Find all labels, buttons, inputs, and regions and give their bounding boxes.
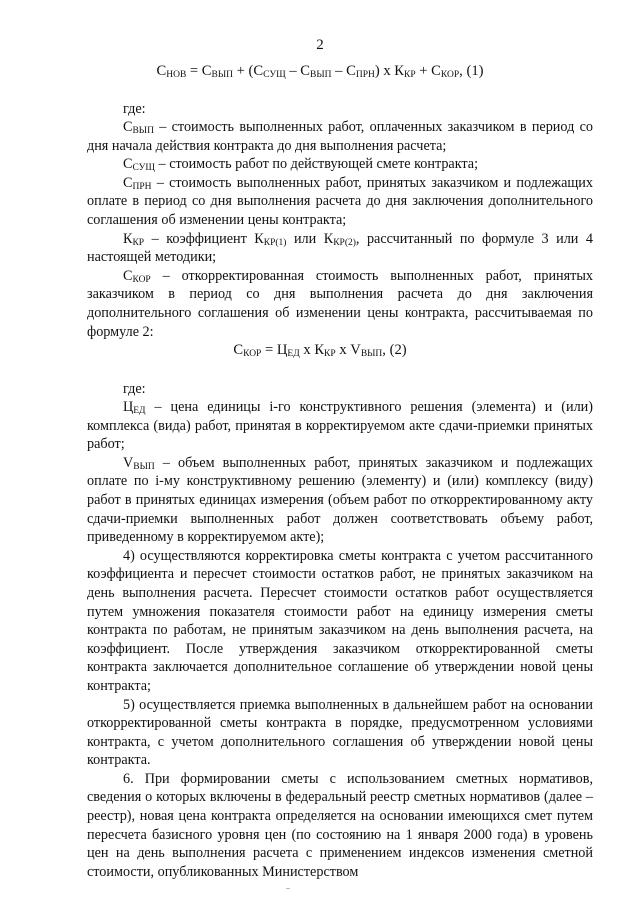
definition-ts-ed: $Ц_{ЕД}$ – цена единицы i-го конструктивного решения (элемента) и (или) комплекса (вида) работ, принятая в корректируемом акте сдачи-приемки принятых работ;: [87, 399, 593, 453]
formula-2: $С_{КОР} = Ц_{ЕД}$ х $К_{КР}$ х $V_{ВЫП}$, (2): [233, 342, 407, 359]
where-label-1: где:: [123, 101, 146, 117]
definition-c-kor: $С_{КОР}$ – откорректированная стоимость выполненных работ, принятых заказчиком в период со дня выполнения расчета до дня заключения дополнительного соглашения об изменении цены контракта, рассчитываемая по формуле 2:: [87, 267, 593, 340]
paragraph-section-6: 6. При формировании сметы с использованием сметных нормативов, сведения о которых включены в федеральный реестр сметных нормативов (далее – реестр), новая цена контракта определяется на основании имеющихся смет путем пересчета базисного уровня цен (по состоянию на 1 января 2000 года) в уровень цен на день выполнения расчета с применением индексов изменения сметной стоимости, опубликованных Министерством: [87, 770, 593, 880]
definition-c-sushch: $С_{СУЩ}$ – стоимость работ по действующей смете контракта;: [123, 156, 479, 174]
scan-mark: [286, 888, 290, 889]
definition-v-vyp: $V_{ВЫП}$ – объем выполненных работ, принятых заказчиком и подлежащих оплате по i-му конструктивному решению (элементу) и (или) комплексу (виду) работ в принятых единицах измерения (объем работ по откорректированному акту сдачи-приемки выполненных работ должен соответствовать объему работ, приведенному в корректируемом акте);: [87, 454, 593, 546]
where-label-2: где:: [123, 381, 146, 397]
definitions-block-1: [87, 118, 593, 341]
formula-1: $С_{НОВ} = С_{ВЫП} + (С_{СУЩ} - С_{ВЫП} - С_{ПРН})$ х $К_{КР} + С_{КОР}$, (1): [156, 63, 484, 80]
definitions-block-2: [87, 398, 593, 881]
definition-k-kr: $К_{КР}$ – коэффициент $К_{КР(1)}$ или $К_{КР(2)}$, рассчитанный по формуле 3 или 4 настоящей методики;: [87, 230, 593, 266]
paragraph-item-5: 5) осуществляется приемка выполненных в дальнейшем работ на основании откорректированной сметы контракта в порядке, предусмотренном условиями контракта, с учетом дополнительного соглашения об утверждении новой цены контракта.: [87, 696, 593, 769]
page-number: 2: [316, 37, 324, 53]
paragraph-item-4: 4) осуществляются корректировка сметы контракта с учетом рассчитанного коэффициента и пересчет стоимости остатков работ, не принятых заказчиком на день выполнения расчета. Пересчет стоимости остатков работ осуществляется путем умножения показателя стоимости работ на единицу измерения сметы контракта по работам, не принятым заказчиком на день выполнения расчета, на коэффициент. После утверждения заказчиком откорректированной сметы контракта заключается дополнительное соглашение об утверждении новой цены контракта;: [87, 547, 593, 694]
definition-c-prn: $С_{ПРН}$ – стоимость выполненных работ, принятых заказчиком и подлежащих оплате в период со дня выполнения расчета до дня заключения дополнительного соглашения об изменении цены контракта;: [87, 174, 593, 228]
definition-c-vyp: $С_{ВЫП}$ – стоимость выполненных работ, оплаченных заказчиком в период со дня начала действия контракта до дня выполнения расчета;: [87, 119, 593, 154]
